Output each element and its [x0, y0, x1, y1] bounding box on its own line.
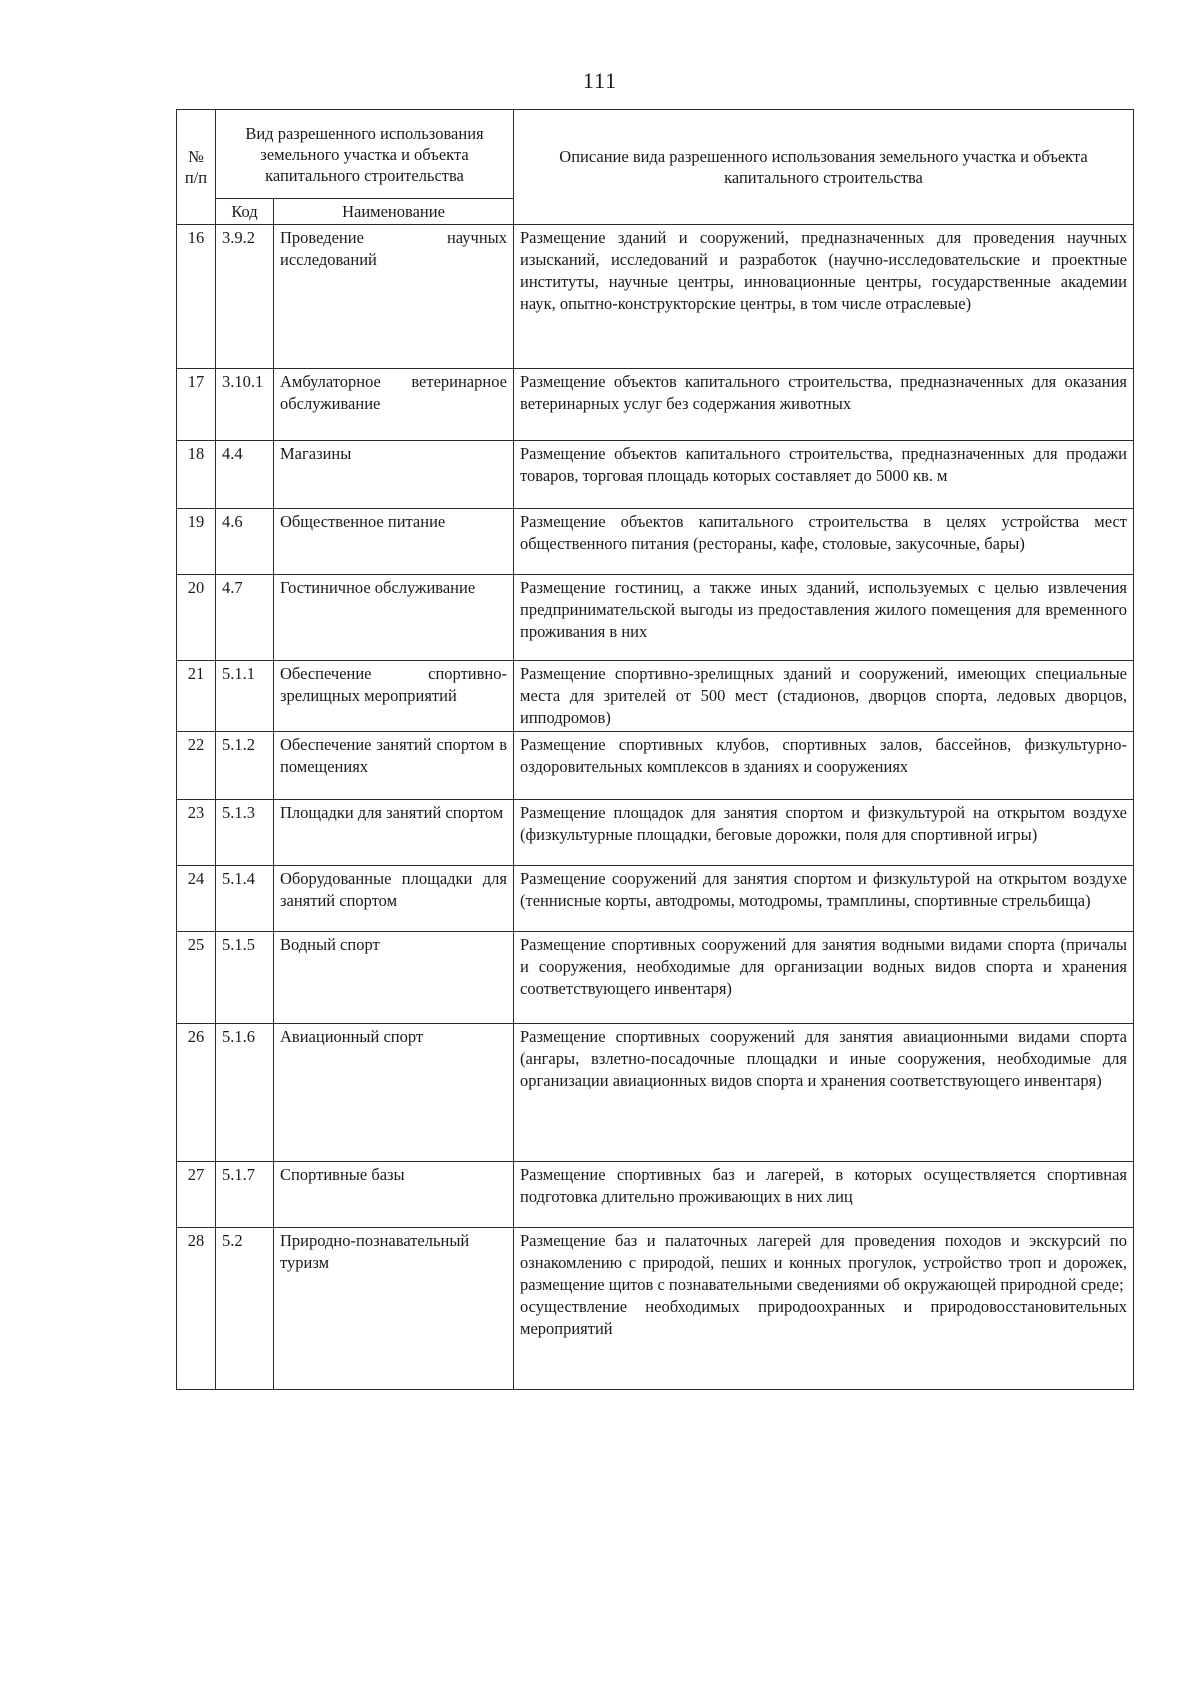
header-name: Наименование [274, 199, 514, 225]
use-name: Проведение научных исследований [274, 225, 514, 369]
row-number: 25 [177, 932, 216, 1024]
use-name: Обеспечение спортивно-зрелищных мероприятий [274, 661, 514, 732]
table-row [177, 800, 1134, 866]
use-description [514, 441, 1134, 509]
use-description [514, 225, 1134, 369]
header-description: Описание вида разрешенного использования земельного участка и объекта капитального строительства [514, 110, 1134, 225]
use-code: 5.2 [216, 1228, 274, 1390]
description-paragraph: осуществление необходимых природоохранных и природовосстановительных мероприятий [520, 1297, 1127, 1338]
table-row [177, 1228, 1134, 1390]
use-name: Магазины [274, 441, 514, 509]
row-number: 19 [177, 509, 216, 575]
use-description [514, 866, 1134, 932]
table-row [177, 575, 1134, 661]
header-use-type: Вид разрешенного использования земельного участка и объекта капитального строительства [216, 110, 514, 199]
table-row [177, 732, 1134, 800]
table-row [177, 1162, 1134, 1228]
use-code: 4.6 [216, 509, 274, 575]
use-description [514, 1024, 1134, 1162]
use-name: Гостиничное обслуживание [274, 575, 514, 661]
table-row [177, 932, 1134, 1024]
use-code: 5.1.7 [216, 1162, 274, 1228]
description-paragraph: Размещение спортивных сооружений для занятия авиационными видами спорта (ангары, взлетно-посадочные площадки и иные сооружения, необходимые для организации авиационных видов спорта и хранения соответствующего инвентаря) [520, 1027, 1127, 1090]
row-number: 20 [177, 575, 216, 661]
use-description [514, 1162, 1134, 1228]
use-name: Амбулаторное ветеринарное обслуживание [274, 369, 514, 441]
use-name: Обеспечение занятий спортом в помещениях [274, 732, 514, 800]
table-row [177, 509, 1134, 575]
description-paragraph: Размещение спортивно-зрелищных зданий и сооружений, имеющих специальные места для зрителей от 500 мест (стадионов, дворцов спорта, ледовых дворцов, ипподромов) [520, 664, 1127, 727]
description-paragraph: Размещение спортивных клубов, спортивных залов, бассейнов, физкультурно-оздоровительных комплексов в зданиях и сооружениях [520, 735, 1127, 776]
use-name: Общественное питание [274, 509, 514, 575]
use-code: 4.4 [216, 441, 274, 509]
use-code: 5.1.1 [216, 661, 274, 732]
use-name: Авиационный спорт [274, 1024, 514, 1162]
page-number: 111 [582, 68, 618, 93]
row-number: 26 [177, 1024, 216, 1162]
use-code: 3.9.2 [216, 225, 274, 369]
row-number: 16 [177, 225, 216, 369]
use-code: 3.10.1 [216, 369, 274, 441]
row-number: 23 [177, 800, 216, 866]
table-row [177, 866, 1134, 932]
use-description [514, 575, 1134, 661]
use-name: Природно-познавательный туризм [274, 1228, 514, 1390]
use-name: Площадки для занятий спортом [274, 800, 514, 866]
description-paragraph: Размещение спортивных баз и лагерей, в которых осуществляется спортивная подготовка длительно проживающих в них лиц [520, 1165, 1127, 1206]
use-code: 5.1.2 [216, 732, 274, 800]
table-row [177, 369, 1134, 441]
use-description [514, 800, 1134, 866]
description-paragraph: Размещение баз и палаточных лагерей для проведения походов и экскурсий по ознакомлению с природой, пеших и конных прогулок, устройство троп и дорожек, размещение щитов с познавательными сведениями об окружающей природной среде; [520, 1231, 1127, 1294]
row-number: 22 [177, 732, 216, 800]
row-number: 27 [177, 1162, 216, 1228]
row-number: 28 [177, 1228, 216, 1390]
table-row [177, 225, 1134, 369]
row-number: 17 [177, 369, 216, 441]
use-description [514, 732, 1134, 800]
use-code: 5.1.6 [216, 1024, 274, 1162]
description-paragraph: Размещение гостиниц, а также иных зданий, используемых с целью извлечения предпринимательской выгоды из предоставления жилого помещения для временного проживания в них [520, 578, 1127, 641]
use-description [514, 932, 1134, 1024]
row-number: 24 [177, 866, 216, 932]
use-code: 5.1.3 [216, 800, 274, 866]
table-row [177, 441, 1134, 509]
use-code: 5.1.5 [216, 932, 274, 1024]
use-description [514, 509, 1134, 575]
row-number: 18 [177, 441, 216, 509]
use-code: 5.1.4 [216, 866, 274, 932]
use-description [514, 1228, 1134, 1390]
description-paragraph: Размещение объектов капитального строительства в целях устройства мест общественного питания (рестораны, кафе, столовые, закусочные, бары) [520, 512, 1127, 553]
description-paragraph: Размещение объектов капитального строительства, предназначенных для оказания ветеринарных услуг без содержания животных [520, 372, 1127, 413]
row-number: 21 [177, 661, 216, 732]
description-paragraph: Размещение зданий и сооружений, предназначенных для проведения научных изысканий, исследований и разработок (научно-исследовательские и проектные институты, научные центры, инновационные центры, государственные академии наук, опытно-конструкторские центры, в том числе отраслевые) [520, 228, 1127, 313]
description-paragraph: Размещение площадок для занятия спортом и физкультурой на открытом воздухе (физкультурные площадки, беговые дорожки, поля для спортивной игры) [520, 803, 1127, 844]
use-name: Водный спорт [274, 932, 514, 1024]
use-name: Спортивные базы [274, 1162, 514, 1228]
table-row [177, 1024, 1134, 1162]
use-description [514, 369, 1134, 441]
description-paragraph: Размещение объектов капитального строительства, предназначенных для продажи товаров, торговая площадь которых составляет до 5000 кв. м [520, 444, 1127, 485]
use-code: 4.7 [216, 575, 274, 661]
table-row [177, 661, 1134, 732]
header-code: Код [216, 199, 274, 225]
use-description [514, 661, 1134, 732]
use-name: Оборудованные площадки для занятий спортом [274, 866, 514, 932]
description-paragraph: Размещение сооружений для занятия спортом и физкультурой на открытом воздухе (теннисные корты, автодромы, мотодромы, трамплины, спортивные стрельбища) [520, 869, 1127, 910]
header-row-number: № п/п [177, 110, 216, 225]
description-paragraph: Размещение спортивных сооружений для занятия водными видами спорта (причалы и сооружения, необходимые для организации водных видов спорта и хранения соответствующего инвентаря) [520, 935, 1127, 998]
land-use-table [176, 109, 1134, 1390]
